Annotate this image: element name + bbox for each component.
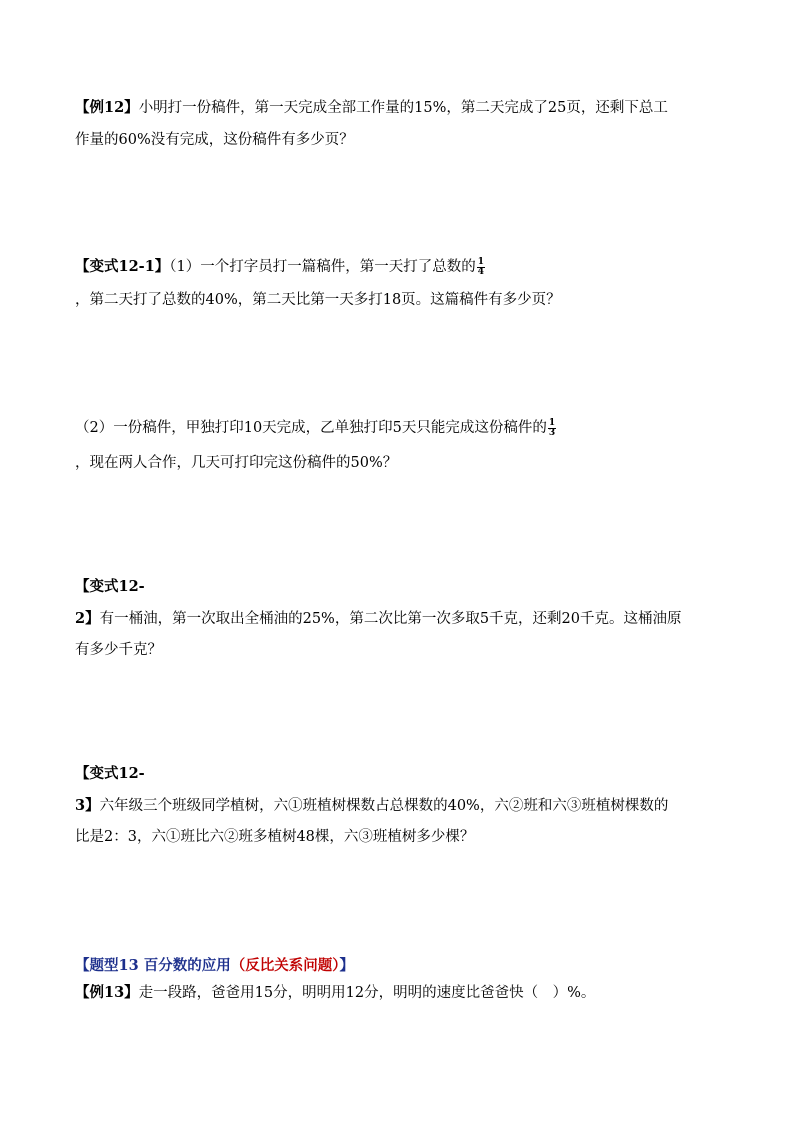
variant-12-2-text-1: 有一桶油，第一次取出全桶油的25%，第二次比第一次多取5千克，还剩20千克。这桶油原 xyxy=(99,611,682,627)
example-12-line-2 xyxy=(75,130,734,150)
variant-12-1-part2-line-2 xyxy=(75,453,734,473)
example-13-tag: 【例13】 xyxy=(75,984,139,1001)
variant-12-3-text-1: 六年级三个班级同学植树，六①班植树棵数占总棵数的40%，六②班和六③班植树棵数的 xyxy=(99,798,669,814)
variant-12-2-tag-a: 【变式12- xyxy=(75,578,145,595)
variant-12-1-part2-line-1 xyxy=(75,418,734,438)
fraction-one-quarter xyxy=(477,258,485,277)
example-13-text: 走一段路，爸爸用15分，明明用12分，明明的速度比爸爸快（ ）%。 xyxy=(138,985,596,1001)
variant-12-2-line-2 xyxy=(75,640,734,660)
variant-12-2-tag-line xyxy=(75,577,734,597)
variant-12-3-tag-a: 【变式12- xyxy=(75,765,145,782)
variant-12-3-line-2 xyxy=(75,827,734,847)
topic-13-title: 百分数的应用 xyxy=(143,957,231,974)
topic-13-heading xyxy=(75,956,734,976)
fraction-denominator: 4 xyxy=(477,266,485,277)
variant-12-1-line-1 xyxy=(75,257,734,277)
example-12-text-1: 小明打一份稿件，第一天完成全部工作量的15%，第二天完成了25页，还剩下总工 xyxy=(138,100,668,116)
topic-13-subtitle: （反比关系问题） xyxy=(230,957,340,974)
variant-12-1-part2-text: （2）一份稿件，甲独打印10天完成，乙单独打印5天只能完成这份稿件的 xyxy=(75,420,547,436)
example-12-text-2: 作量的60%没有完成，这份稿件有多少页？ xyxy=(75,132,354,148)
example-12-tag: 【例12】 xyxy=(75,99,139,116)
variant-12-1-part1-text: （1）一个打字员打一篇稿件，第一天打了总数的 xyxy=(169,259,476,275)
variant-12-3-tag-b: 3】 xyxy=(75,797,100,814)
variant-12-2-line-1 xyxy=(75,609,734,629)
variant-12-3-tag-line xyxy=(75,764,734,784)
fraction-one-third xyxy=(548,419,556,438)
variant-12-2-tag-b: 2】 xyxy=(75,610,100,627)
topic-13-open: 【题型13 xyxy=(75,957,144,974)
variant-12-1-part1-text-2: ，第二天打了总数的40%，第二天比第一天多打18页。这篇稿件有多少页？ xyxy=(75,292,561,308)
topic-13-close: 】 xyxy=(339,957,354,974)
variant-12-1-part2-text-2: ，现在两人合作，几天可打印完这份稿件的50%？ xyxy=(75,455,398,471)
example-12-line-1 xyxy=(75,98,734,118)
fraction-numerator: 1 xyxy=(548,417,556,428)
variant-12-3-line-1 xyxy=(75,796,734,816)
variant-12-1-line-2 xyxy=(75,290,734,310)
variant-12-3-text-2: 比是2：3，六①班比六②班多植树48棵，六③班植树多少棵？ xyxy=(75,829,475,845)
variant-12-2-text-2: 有多少千克？ xyxy=(75,642,162,658)
fraction-numerator: 1 xyxy=(477,256,485,267)
example-13-line xyxy=(75,983,734,1003)
fraction-denominator: 3 xyxy=(548,427,556,438)
variant-12-1-tag: 【变式12-1】 xyxy=(75,258,170,275)
